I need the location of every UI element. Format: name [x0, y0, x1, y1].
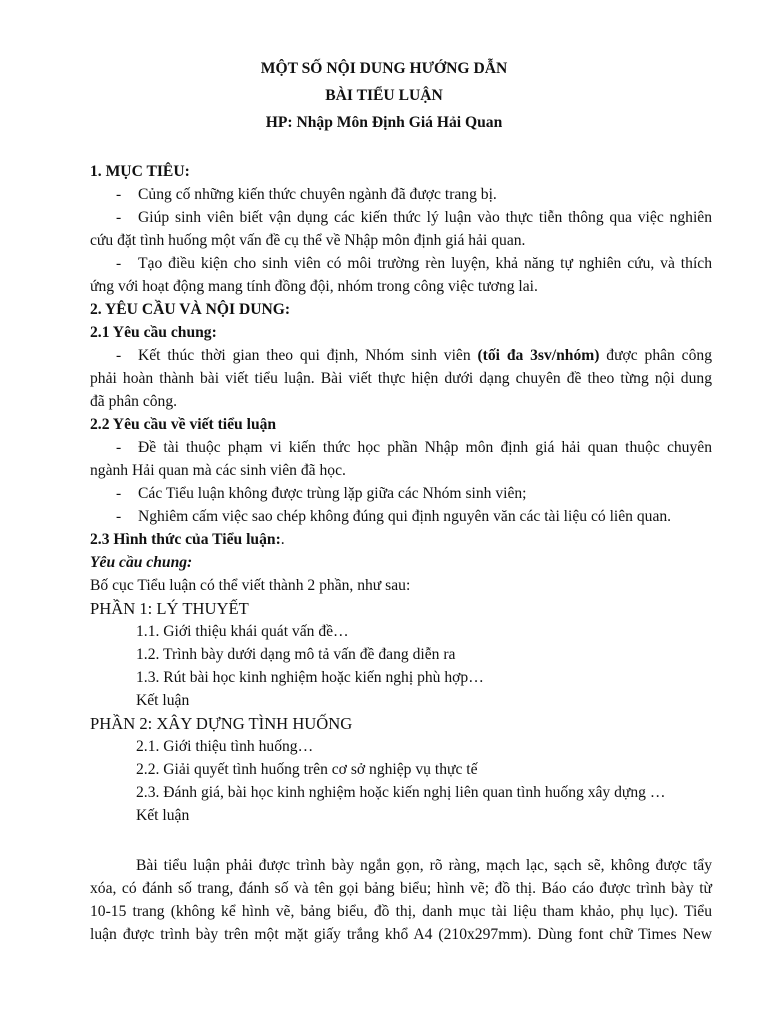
paragraph-line: 10-15 trang (không kể hình vẽ, bảng biểu, đồ thị, danh mục tài liệu tham khảo, phụ lục). Tiểu: [90, 903, 712, 920]
bullet-continuation: ứng với hoạt động mang tính đồng đội, nhóm trong công việc tương lai.: [90, 278, 538, 295]
bullet: [90, 183, 712, 206]
bullet-continuation: cứu đặt tình huống một vấn đề cụ thể về Nhập môn định giá hải quan.: [90, 232, 526, 249]
section-1-heading: 1. MỤC TIÊU:: [90, 163, 190, 180]
paragraph-line: xóa, có đánh số trang, đánh số và tên gọi bảng biểu; hình vẽ; đồ thị. Báo cáo được trình bày từ: [90, 880, 712, 897]
subsection-2-3-heading: [90, 528, 712, 551]
part-1-heading: PHẦN 1: LÝ THUYẾT: [90, 599, 249, 618]
bullet: [90, 206, 712, 229]
bullet: [90, 505, 712, 528]
dash-marker: -: [116, 186, 122, 203]
text-run: được phân công: [599, 347, 712, 364]
dash-marker: -: [116, 485, 122, 502]
bullet-text: Củng cố những kiến thức chuyên ngành đã được trang bị.: [138, 186, 497, 203]
outline-item: 1.1. Giới thiệu khái quát vấn đề…: [136, 623, 349, 640]
bullet-text: Tạo điều kiện cho sinh viên có môi trường rèn luyện, khả năng tự nghiên cứu, và thích: [138, 255, 712, 272]
dash-marker: -: [116, 508, 122, 525]
dash-marker: -: [116, 347, 122, 364]
subsection-2-2-heading: 2.2 Yêu cầu về viết tiểu luận: [90, 416, 277, 433]
bullet: [90, 482, 712, 505]
text-run: Kết thúc thời gian theo qui định, Nhóm sinh viên: [138, 347, 478, 364]
subsection-2-3-tail: .: [280, 531, 285, 548]
outline-item: 2.1. Giới thiệu tình huống…: [136, 738, 314, 755]
part-2-heading: PHẦN 2: XÂY DỰNG TÌNH HUỐNG: [90, 714, 353, 733]
bullet-continuation: ngành Hải quan mà các sinh viên đã học.: [90, 462, 346, 479]
outline-item: 1.2. Trình bày dưới dạng mô tả vấn đề đang diễn ra: [136, 646, 456, 663]
dash-marker: -: [116, 209, 122, 226]
text-run-bold: (tối đa 3sv/nhóm): [477, 347, 600, 364]
outline-conclusion: Kết luận: [136, 807, 190, 824]
paragraph-line: [90, 344, 712, 367]
outline-item: 2.2. Giải quyết tình huống trên cơ sở nghiệp vụ thực tế: [136, 761, 478, 778]
bullet: [90, 436, 712, 459]
dash-marker: -: [116, 439, 122, 456]
bullet-text: Đề tài thuộc phạm vi kiến thức học phần Nhập môn định giá hải quan thuộc chuyên: [138, 439, 712, 456]
outline-conclusion: Kết luận: [136, 692, 190, 709]
outline-item: 1.3. Rút bài học kinh nghiệm hoặc kiến nghị phù hợp…: [136, 669, 484, 686]
general-requirement-label: Yêu cầu chung:: [90, 554, 193, 571]
doc-title-line2: BÀI TIỂU LUẬN: [325, 87, 443, 104]
doc-title-line1: MỘT SỐ NỘI DUNG HƯỚNG DẪN: [260, 60, 508, 77]
dash-marker: -: [116, 255, 122, 272]
paragraph-line: Bài tiểu luận phải được trình bày ngắn gọn, rõ ràng, mạch lạc, sạch sẽ, không được tẩy: [136, 857, 712, 874]
outline-item: 2.3. Đánh giá, bài học kinh nghiệm hoặc kiến nghị liên quan tình huống xây dựng …: [136, 784, 666, 801]
layout-intro: Bố cục Tiểu luận có thể viết thành 2 phần, như sau:: [90, 577, 411, 594]
final-paragraph: [90, 854, 712, 946]
bullet-text: Giúp sinh viên biết vận dụng các kiến thức lý luận vào thực tiễn thông qua việc nghiên: [138, 209, 712, 226]
paragraph-line: đã phân công.: [90, 393, 178, 410]
bullet: [90, 252, 712, 275]
subsection-2-3-title: 2.3 Hình thức của Tiểu luận:: [90, 531, 281, 548]
paragraph-line: luận được trình bày trên một mặt giấy trắng khổ A4 (210x297mm). Dùng font chữ Times New: [90, 926, 712, 943]
subsection-2-1-heading: 2.1 Yêu cầu chung:: [90, 324, 217, 341]
bullet-text: Nghiêm cấm việc sao chép không đúng qui định nguyên văn các tài liệu có liên quan.: [138, 508, 672, 525]
section-2-heading: 2. YÊU CẦU VÀ NỘI DUNG:: [90, 301, 291, 318]
paragraph-line: phải hoàn thành bài viết tiểu luận. Bài viết thực hiện dưới dạng chuyên đề theo từng nội dung: [90, 370, 712, 387]
section-1: [90, 160, 712, 827]
bullet-text: Các Tiểu luận không được trùng lặp giữa các Nhóm sinh viên;: [138, 485, 527, 502]
doc-title-line3: HP: Nhập Môn Định Giá Hải Quan: [265, 114, 503, 131]
